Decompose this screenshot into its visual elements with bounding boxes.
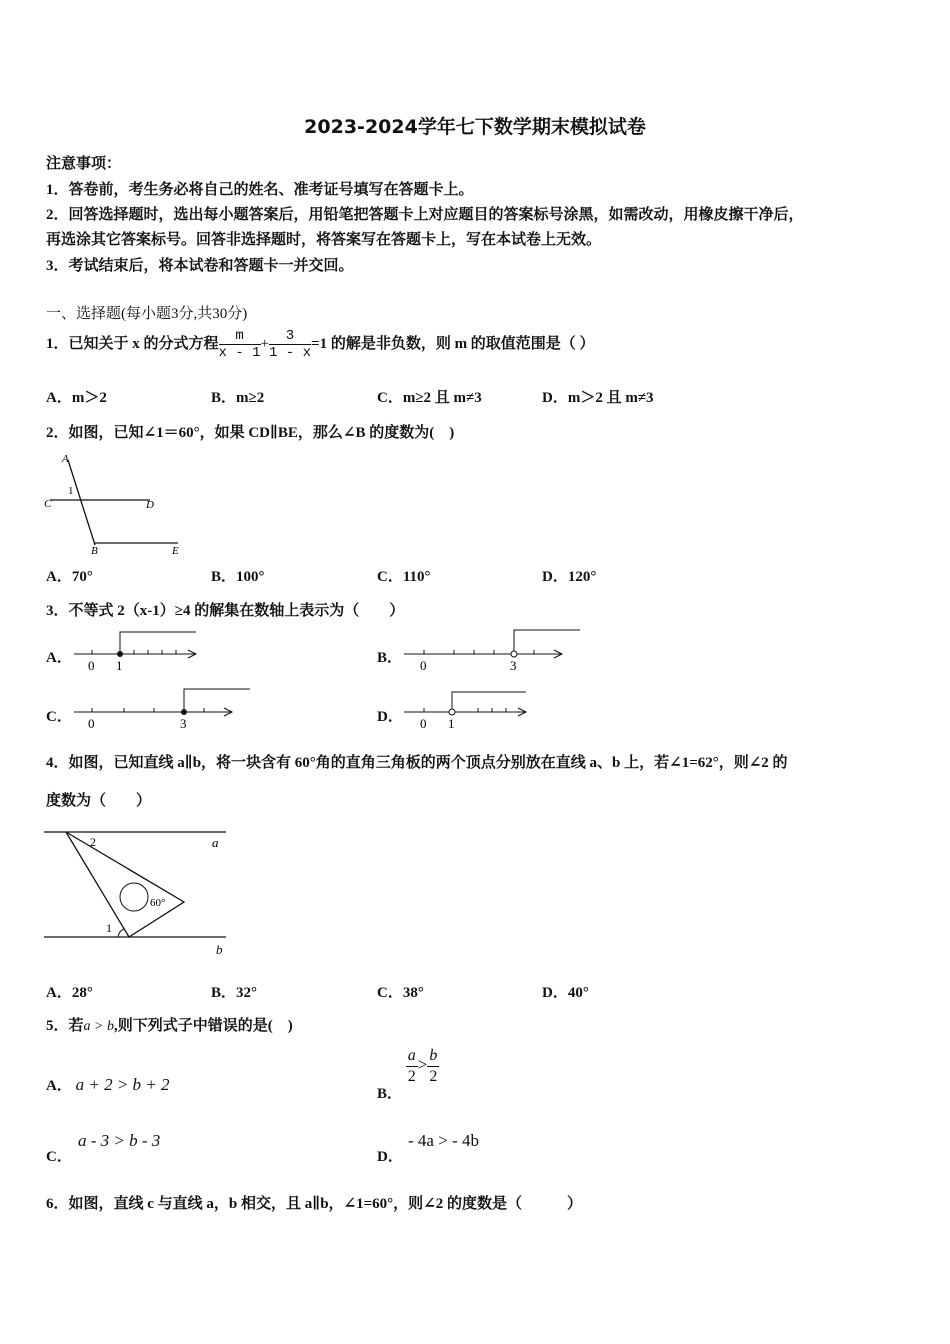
numerator: a bbox=[407, 1047, 416, 1064]
q4-option-a[interactable]: A．28° bbox=[46, 985, 93, 1001]
q3-numberline-c bbox=[74, 688, 254, 733]
q3-numberline-a bbox=[74, 630, 204, 675]
q1-text-end: =1 的解是非负数，则 m 的取值范围是（ ） bbox=[311, 335, 595, 352]
q5-option-d-label[interactable]: D． bbox=[377, 1149, 403, 1165]
note-3: 3．考试结束后，将本试卷和答题卡一并交回。 bbox=[46, 258, 354, 274]
label-2: 2 bbox=[90, 835, 96, 849]
q5-option-c-label[interactable]: C． bbox=[46, 1149, 72, 1165]
question-4-cont: 度数为（ ） bbox=[46, 793, 152, 809]
q1-option-d[interactable]: D．m＞2 且 m≠3 bbox=[542, 390, 654, 406]
q3-option-a[interactable]: A． bbox=[46, 650, 72, 666]
q5-option-d-expr[interactable]: - 4a > - 4b bbox=[408, 1131, 479, 1150]
tick-0: 0 bbox=[420, 716, 427, 731]
section-heading: 一、选择题(每小题3分,共30分) bbox=[46, 306, 248, 322]
q4-option-d[interactable]: D．40° bbox=[542, 985, 589, 1001]
q5-text-end: ,则下列式子中错误的是( ) bbox=[113, 1018, 293, 1034]
numerator: m bbox=[219, 328, 261, 345]
question-2: 2．如图，已知∠1＝60°，如果 CD∥BE，那么∠B 的度数为( ) bbox=[46, 425, 455, 441]
label-e: E bbox=[172, 545, 179, 557]
q2-figure bbox=[40, 450, 190, 560]
denominator: 1 - x bbox=[269, 345, 312, 361]
q5-condition: a > b bbox=[83, 1019, 114, 1034]
q3-option-b[interactable]: B． bbox=[377, 650, 403, 666]
q5-option-b[interactable] bbox=[377, 1046, 439, 1102]
option-label: A． bbox=[46, 1078, 72, 1094]
label-1: 1 bbox=[68, 485, 74, 497]
q3-option-c[interactable]: C． bbox=[46, 709, 72, 725]
question-3: 3．不等式 2（x-1）≥4 的解集在数轴上表示为（ ） bbox=[46, 603, 405, 619]
option-expr: a + 2 > b + 2 bbox=[75, 1075, 170, 1094]
q3-numberline-d bbox=[404, 688, 534, 733]
tick-1: 1 bbox=[448, 716, 455, 731]
label-d: D bbox=[146, 499, 154, 511]
denominator: 2 bbox=[429, 1068, 438, 1085]
fraction bbox=[219, 328, 261, 361]
q1-option-c[interactable]: C．m≥2 且 m≠3 bbox=[377, 390, 482, 406]
question-5 bbox=[46, 1014, 293, 1035]
plus: + bbox=[260, 335, 269, 352]
q4-option-b[interactable]: B．32° bbox=[211, 985, 258, 1001]
note-2: 2．回答选择题时，选出每小题答案后，用铅笔把答题卡上对应题目的答案标号涂黑，如需改动，用橡皮擦干净后， bbox=[46, 207, 804, 223]
label-60: 60° bbox=[150, 897, 166, 909]
fraction bbox=[269, 328, 311, 361]
q2-option-b[interactable]: B．100° bbox=[211, 569, 265, 585]
q2-option-d[interactable]: D．120° bbox=[542, 569, 597, 585]
q4-option-c[interactable]: C．38° bbox=[377, 985, 424, 1001]
question-4: 4．如图，已知直线 a∥b，将一块含有 60°角的直角三角板的两个顶点分别放在直线 a、b 上，若∠1=62°，则∠2 的 bbox=[46, 755, 788, 771]
q2-option-c[interactable]: C．110° bbox=[377, 569, 431, 585]
q5-text: 5．若 bbox=[46, 1018, 84, 1034]
q1-option-b[interactable]: B．m≥2 bbox=[211, 390, 265, 406]
note-1: 1．答卷前，考生务必将自己的姓名、准考证号填写在答题卡上。 bbox=[46, 182, 474, 198]
option-label: B． bbox=[377, 1085, 403, 1102]
q5-option-c-expr[interactable]: a - 3 > b - 3 bbox=[78, 1131, 161, 1150]
question-1 bbox=[46, 328, 595, 361]
q3-numberline-b bbox=[404, 630, 584, 675]
q3-option-d[interactable]: D． bbox=[377, 709, 403, 725]
denominator: 2 bbox=[407, 1068, 416, 1085]
operator: > bbox=[417, 1054, 428, 1074]
tick-0: 0 bbox=[420, 658, 427, 673]
q1-option-a[interactable]: A．m＞2 bbox=[46, 390, 107, 406]
numerator: 3 bbox=[269, 328, 311, 345]
question-6: 6．如图，直线 c 与直线 a，b 相交，且 a∥b，∠1=60°，则∠2 的度数是（ ） bbox=[46, 1196, 582, 1212]
q4-figure bbox=[44, 822, 244, 962]
tick-0: 0 bbox=[88, 658, 95, 673]
label-a: A bbox=[62, 453, 69, 465]
label-c: C bbox=[44, 498, 52, 510]
tick-3: 3 bbox=[180, 716, 187, 731]
label-b: b bbox=[216, 942, 223, 957]
label-b: B bbox=[91, 545, 98, 557]
numerator: b bbox=[429, 1047, 438, 1064]
tick-1: 1 bbox=[116, 658, 123, 673]
page-title: 2023-2024学年七下数学期末模拟试卷 bbox=[304, 116, 646, 138]
q5-option-a[interactable] bbox=[46, 1074, 170, 1095]
tick-0: 0 bbox=[88, 716, 95, 731]
label-1: 1 bbox=[106, 921, 112, 935]
note-2-cont: 再选涂其它答案标号。回答非选择题时，将答案写在答题卡上，写在本试卷上无效。 bbox=[46, 232, 602, 248]
q1-text: 1．已知关于 x 的分式方程 bbox=[46, 335, 219, 352]
notes-heading: 注意事项： bbox=[46, 156, 122, 172]
q2-option-a[interactable]: A．70° bbox=[46, 569, 93, 585]
denominator: x - 1 bbox=[218, 345, 261, 361]
tick-3: 3 bbox=[510, 658, 517, 673]
label-a: a bbox=[212, 835, 219, 850]
